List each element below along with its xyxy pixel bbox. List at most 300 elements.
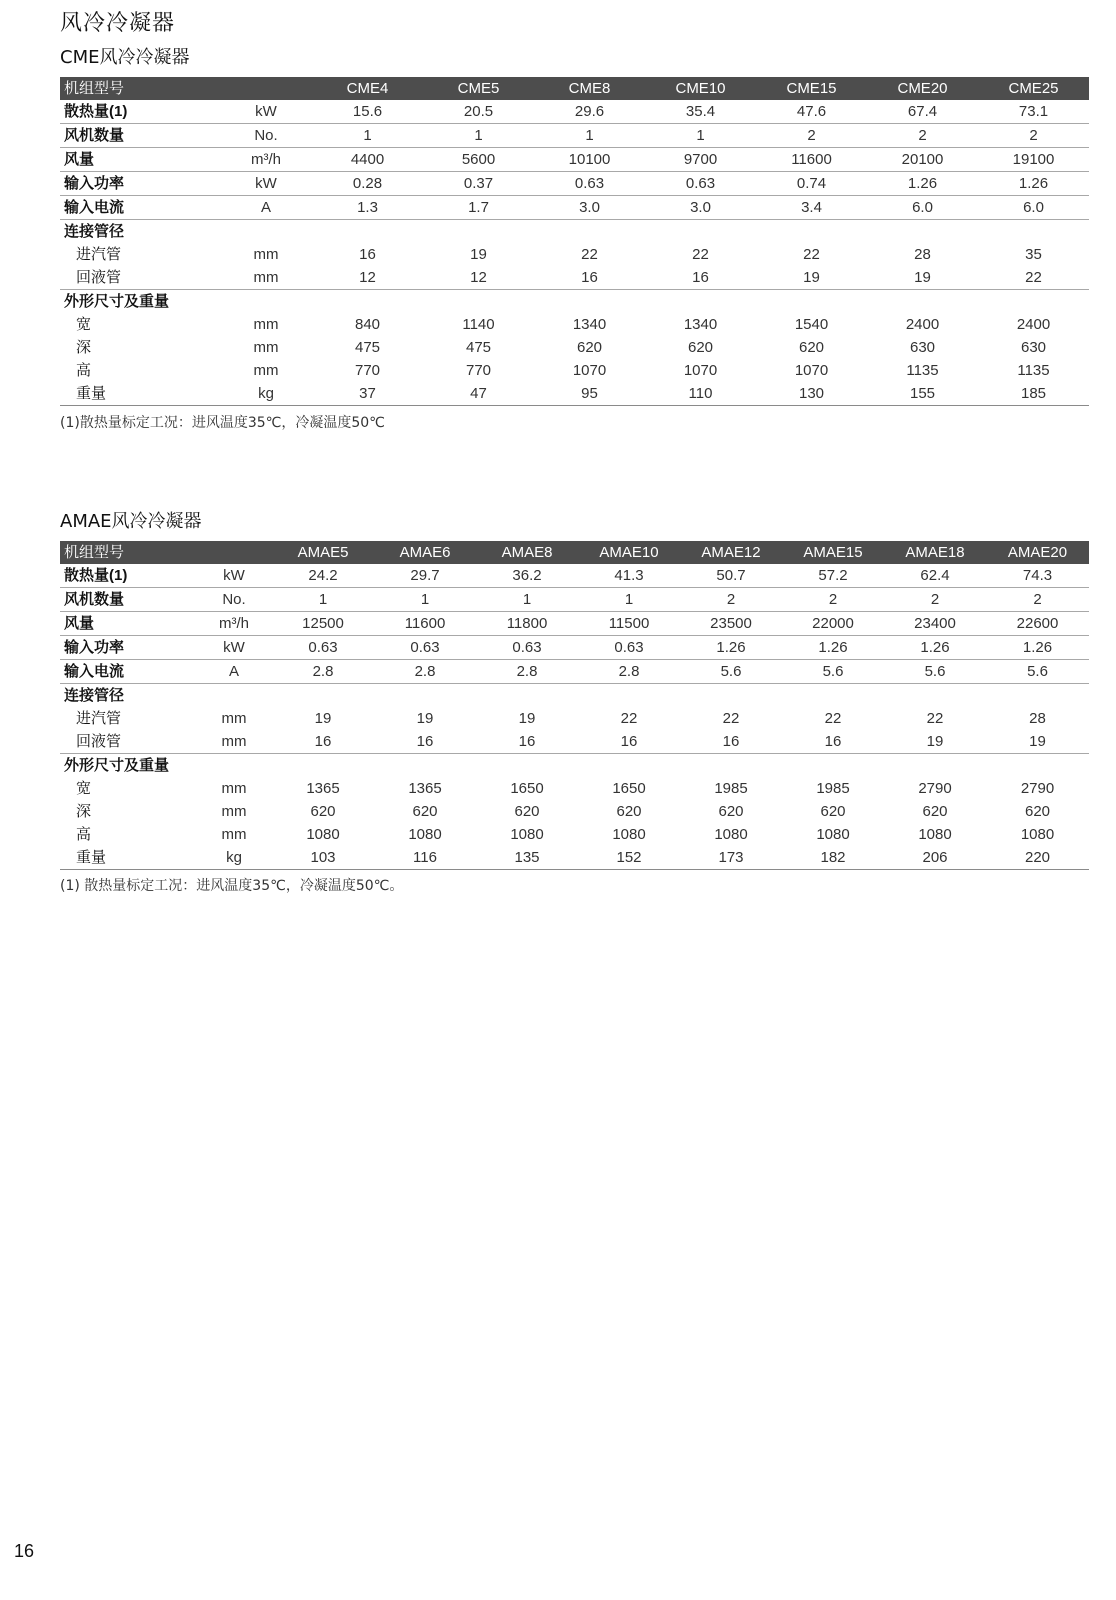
value-cell: 15.6 xyxy=(312,100,423,124)
value-cell: 20.5 xyxy=(423,100,534,124)
amae-footnote: (1) 散热量标定工况：进风温度35℃，冷凝温度50℃。 xyxy=(60,878,404,894)
row-unit-cell: kW xyxy=(220,172,312,196)
value-cell xyxy=(476,754,578,778)
header-label-cell: 机组型号 xyxy=(60,77,220,100)
value-cell xyxy=(578,684,680,708)
value-cell: 1080 xyxy=(306,825,340,843)
value-cell: 0.63 xyxy=(272,636,374,660)
value-cell: 152 xyxy=(578,846,680,870)
row-label-cell: 高 xyxy=(76,361,92,379)
value-cell: 840 xyxy=(354,315,381,333)
amae-table-body xyxy=(60,564,1089,870)
row-label-cell: 重量 xyxy=(60,382,220,406)
value-cell: 1.7 xyxy=(423,196,534,220)
value-cell: 0.63 xyxy=(534,172,645,196)
value-cell: 22000 xyxy=(782,612,884,636)
row-label-cell: 输入电流 xyxy=(60,196,220,220)
model-header-cell: AMAE12 xyxy=(680,541,782,564)
table-row xyxy=(60,336,1089,359)
value-cell: 23400 xyxy=(884,612,986,636)
value-cell xyxy=(374,684,476,708)
value-cell: 4400 xyxy=(312,148,423,172)
value-cell xyxy=(534,290,645,314)
row-unit-cell xyxy=(220,290,312,314)
value-cell: 2400 xyxy=(905,315,940,333)
value-cell xyxy=(272,754,374,778)
value-cell: 22 xyxy=(581,245,598,263)
model-header-cell: AMAE8 xyxy=(476,541,578,564)
value-cell: 16 xyxy=(645,266,756,290)
table-row xyxy=(60,777,1089,800)
value-cell: 19100 xyxy=(978,148,1089,172)
value-cell: 155 xyxy=(867,382,978,406)
value-cell: 475 xyxy=(354,338,381,356)
row-label-cell: 外形尺寸及重量 xyxy=(64,292,170,310)
row-label-cell: 回液管 xyxy=(60,730,196,754)
value-cell: 36.2 xyxy=(476,564,578,588)
table-row xyxy=(60,846,1089,870)
row-unit-cell: No. xyxy=(220,124,312,148)
row-unit-cell: kg xyxy=(220,382,312,406)
value-cell: 16 xyxy=(272,730,374,754)
value-cell: 620 xyxy=(616,802,642,820)
value-cell: 1 xyxy=(534,124,645,148)
value-cell: 1985 xyxy=(714,779,748,797)
table-row xyxy=(60,266,1089,290)
value-cell: 29.6 xyxy=(534,100,645,124)
value-cell xyxy=(782,754,884,778)
value-cell: 16 xyxy=(680,730,782,754)
row-unit-cell: kg xyxy=(196,846,272,870)
value-cell: 2 xyxy=(680,588,782,612)
row-label-cell: 输入功率 xyxy=(60,172,220,196)
value-cell xyxy=(645,290,756,314)
row-label-cell: 连接管径 xyxy=(64,686,125,704)
table-row xyxy=(60,636,1089,660)
value-cell: 1 xyxy=(578,588,680,612)
table-row xyxy=(60,172,1089,196)
model-header-cell: CME10 xyxy=(645,77,756,100)
value-cell: 28 xyxy=(914,245,931,263)
value-cell: 2.8 xyxy=(374,660,476,684)
value-cell: 1080 xyxy=(408,825,442,843)
value-cell: 220 xyxy=(986,846,1089,870)
table-row xyxy=(60,588,1089,612)
table-row xyxy=(60,382,1089,406)
value-cell xyxy=(578,754,680,778)
row-unit-cell: m³/h xyxy=(196,612,272,636)
value-cell: 19 xyxy=(756,266,867,290)
value-cell: 41.3 xyxy=(578,564,680,588)
value-cell: 0.28 xyxy=(312,172,423,196)
value-cell: 16 xyxy=(359,245,376,263)
value-cell: 116 xyxy=(374,846,476,870)
row-unit-cell: mm xyxy=(221,825,247,843)
row-unit-cell: mm xyxy=(221,709,247,727)
value-cell: 1.26 xyxy=(680,636,782,660)
value-cell: 5.6 xyxy=(782,660,884,684)
value-cell: 1 xyxy=(374,588,476,612)
value-cell: 2 xyxy=(782,588,884,612)
value-cell xyxy=(986,684,1089,708)
model-header-cell: AMAE5 xyxy=(272,541,374,564)
value-cell: 1.26 xyxy=(867,172,978,196)
value-cell: 1340 xyxy=(683,315,718,333)
value-cell: 1070 xyxy=(794,361,829,379)
value-cell xyxy=(272,684,374,708)
value-cell: 620 xyxy=(412,802,438,820)
value-cell: 135 xyxy=(476,846,578,870)
row-unit-cell: mm xyxy=(221,802,247,820)
value-cell: 1135 xyxy=(1017,361,1050,379)
value-cell: 12 xyxy=(423,266,534,290)
value-cell: 1080 xyxy=(612,825,646,843)
row-unit-cell: mm xyxy=(196,730,272,754)
value-cell xyxy=(312,220,423,244)
value-cell: 57.2 xyxy=(782,564,884,588)
value-cell: 2 xyxy=(986,588,1089,612)
value-cell: 770 xyxy=(354,361,381,379)
value-cell: 73.1 xyxy=(978,100,1089,124)
value-cell: 1080 xyxy=(510,825,544,843)
page-title: 风冷冷凝器 xyxy=(60,11,176,36)
table-row xyxy=(60,707,1089,730)
value-cell: 1650 xyxy=(510,779,544,797)
model-header-cell: AMAE6 xyxy=(374,541,476,564)
row-unit-cell: mm xyxy=(253,245,279,263)
row-label-cell: 进汽管 xyxy=(76,245,122,263)
value-cell: 28 xyxy=(1029,709,1046,727)
value-cell: 29.7 xyxy=(374,564,476,588)
value-cell: 1070 xyxy=(683,361,718,379)
model-header-cell: AMAE18 xyxy=(884,541,986,564)
value-cell: 62.4 xyxy=(884,564,986,588)
header-label-cell: 机组型号 xyxy=(60,541,196,564)
value-cell: 19 xyxy=(314,709,332,727)
model-header-cell: AMAE15 xyxy=(782,541,884,564)
amae-section-title: AMAE风冷冷凝器 xyxy=(60,511,202,532)
value-cell: 22600 xyxy=(986,612,1089,636)
row-label-cell: 进汽管 xyxy=(76,709,122,727)
table-row xyxy=(60,800,1089,823)
row-label-cell: 风机数量 xyxy=(60,124,220,148)
value-cell: 1365 xyxy=(408,779,442,797)
cme-footnote: (1)散热量标定工况：进风温度35℃，冷凝温度50℃ xyxy=(60,415,385,431)
value-cell: 2.8 xyxy=(272,660,374,684)
row-label-cell: 输入电流 xyxy=(60,660,196,684)
value-cell: 130 xyxy=(756,382,867,406)
value-cell: 11600 xyxy=(374,612,476,636)
cme-table-body xyxy=(60,100,1089,406)
value-cell xyxy=(978,220,1089,244)
value-cell: 2 xyxy=(978,124,1089,148)
value-cell: 1070 xyxy=(572,361,607,379)
value-cell: 173 xyxy=(680,846,782,870)
value-cell: 630 xyxy=(909,338,936,356)
model-header-cell: AMAE10 xyxy=(578,541,680,564)
value-cell: 620 xyxy=(922,802,948,820)
value-cell: 620 xyxy=(718,802,744,820)
value-cell: 19 xyxy=(884,730,986,754)
row-unit-cell: mm xyxy=(253,315,279,333)
value-cell xyxy=(978,290,1089,314)
table-row xyxy=(60,612,1089,636)
value-cell xyxy=(782,684,884,708)
value-cell: 12 xyxy=(312,266,423,290)
value-cell xyxy=(680,684,782,708)
value-cell: 620 xyxy=(576,338,603,356)
value-cell: 19 xyxy=(518,709,536,727)
value-cell: 1080 xyxy=(714,825,748,843)
value-cell: 11800 xyxy=(476,612,578,636)
value-cell: 10100 xyxy=(534,148,645,172)
value-cell: 1.26 xyxy=(884,636,986,660)
value-cell: 1 xyxy=(312,124,423,148)
row-label-cell: 散热量(1) xyxy=(60,564,196,588)
value-cell: 16 xyxy=(476,730,578,754)
value-cell: 1.26 xyxy=(986,636,1089,660)
value-cell: 3.0 xyxy=(534,196,645,220)
value-cell: 19 xyxy=(986,730,1089,754)
value-cell xyxy=(986,754,1089,778)
value-cell: 3.4 xyxy=(756,196,867,220)
header-row xyxy=(60,541,1089,564)
value-cell: 0.63 xyxy=(476,636,578,660)
value-cell: 11500 xyxy=(578,612,680,636)
value-cell: 110 xyxy=(645,382,756,406)
value-cell: 1365 xyxy=(306,779,340,797)
value-cell: 22 xyxy=(692,245,709,263)
table-row xyxy=(60,730,1089,754)
row-label-cell: 连接管径 xyxy=(64,222,125,240)
value-cell: 1080 xyxy=(816,825,850,843)
table-row xyxy=(60,148,1089,172)
value-cell xyxy=(423,290,534,314)
table-row xyxy=(60,684,1089,708)
model-header-cell: CME5 xyxy=(423,77,534,100)
header-unit-cell xyxy=(220,77,312,100)
value-cell xyxy=(884,754,986,778)
page-number: 16 xyxy=(14,1541,35,1561)
header-unit-cell xyxy=(196,541,272,564)
header-row xyxy=(60,77,1089,100)
row-label-cell: 散热量(1) xyxy=(60,100,220,124)
value-cell: 22 xyxy=(824,709,842,727)
row-unit-cell: kW xyxy=(196,636,272,660)
value-cell: 2790 xyxy=(918,779,952,797)
model-header-cell: CME25 xyxy=(978,77,1089,100)
value-cell: 1 xyxy=(645,124,756,148)
value-cell: 47 xyxy=(423,382,534,406)
value-cell: 620 xyxy=(1024,802,1051,820)
model-header-cell: CME4 xyxy=(312,77,423,100)
value-cell xyxy=(867,220,978,244)
value-cell: 1135 xyxy=(906,361,939,379)
model-header-cell: AMAE20 xyxy=(986,541,1089,564)
value-cell: 103 xyxy=(272,846,374,870)
value-cell xyxy=(680,754,782,778)
row-unit-cell: A xyxy=(196,660,272,684)
value-cell: 1 xyxy=(423,124,534,148)
row-unit-cell: kW xyxy=(220,100,312,124)
value-cell: 16 xyxy=(578,730,680,754)
model-header-cell: CME8 xyxy=(534,77,645,100)
table-row xyxy=(60,660,1089,684)
value-cell: 2400 xyxy=(1016,315,1051,333)
row-label-cell: 外形尺寸及重量 xyxy=(64,756,170,774)
value-cell: 3.0 xyxy=(645,196,756,220)
value-cell: 1650 xyxy=(612,779,646,797)
value-cell: 16 xyxy=(374,730,476,754)
value-cell: 6.0 xyxy=(978,196,1089,220)
value-cell: 19 xyxy=(867,266,978,290)
value-cell xyxy=(476,684,578,708)
table-row xyxy=(60,243,1089,266)
value-cell: 9700 xyxy=(645,148,756,172)
table-row xyxy=(60,754,1089,778)
value-cell: 1080 xyxy=(1020,825,1055,843)
value-cell: 24.2 xyxy=(272,564,374,588)
row-label-cell: 重量 xyxy=(60,846,196,870)
table-row xyxy=(60,564,1089,588)
table-row xyxy=(60,196,1089,220)
value-cell: 5.6 xyxy=(884,660,986,684)
row-label-cell: 高 xyxy=(76,825,92,843)
value-cell: 2 xyxy=(756,124,867,148)
value-cell: 1080 xyxy=(918,825,952,843)
table-row xyxy=(60,359,1089,382)
cme-table-header xyxy=(60,77,1089,100)
value-cell: 22 xyxy=(926,709,944,727)
value-cell: 12500 xyxy=(272,612,374,636)
value-cell: 2.8 xyxy=(578,660,680,684)
row-unit-cell: mm xyxy=(220,266,312,290)
table-row xyxy=(60,124,1089,148)
value-cell: 1.26 xyxy=(978,172,1089,196)
value-cell: 1 xyxy=(272,588,374,612)
value-cell: 11600 xyxy=(756,148,867,172)
value-cell: 6.0 xyxy=(867,196,978,220)
value-cell: 16 xyxy=(534,266,645,290)
value-cell: 475 xyxy=(465,338,492,356)
value-cell: 19 xyxy=(416,709,434,727)
row-label-cell: 风量 xyxy=(60,148,220,172)
row-unit-cell: mm xyxy=(221,779,247,797)
value-cell: 2 xyxy=(884,588,986,612)
row-unit-cell: m³/h xyxy=(220,148,312,172)
value-cell: 16 xyxy=(782,730,884,754)
row-unit-cell: A xyxy=(220,196,312,220)
value-cell: 0.74 xyxy=(756,172,867,196)
value-cell: 5.6 xyxy=(986,660,1089,684)
value-cell: 620 xyxy=(514,802,540,820)
value-cell xyxy=(867,290,978,314)
value-cell: 1340 xyxy=(572,315,607,333)
value-cell xyxy=(645,220,756,244)
value-cell: 206 xyxy=(884,846,986,870)
row-unit-cell xyxy=(196,684,272,708)
table-row xyxy=(60,100,1089,124)
amae-spec-table xyxy=(60,541,1089,870)
value-cell: 1540 xyxy=(794,315,829,333)
value-cell xyxy=(884,684,986,708)
value-cell: 1985 xyxy=(816,779,850,797)
table-row xyxy=(60,290,1089,314)
value-cell xyxy=(756,220,867,244)
row-unit-cell: kW xyxy=(196,564,272,588)
value-cell xyxy=(312,290,423,314)
value-cell: 67.4 xyxy=(867,100,978,124)
value-cell: 2.8 xyxy=(476,660,578,684)
value-cell xyxy=(534,220,645,244)
value-cell: 5.6 xyxy=(680,660,782,684)
value-cell: 47.6 xyxy=(756,100,867,124)
value-cell: 0.63 xyxy=(374,636,476,660)
value-cell: 185 xyxy=(978,382,1089,406)
value-cell: 22 xyxy=(620,709,638,727)
row-label-cell: 宽 xyxy=(76,315,92,333)
value-cell: 770 xyxy=(465,361,492,379)
row-label-cell: 宽 xyxy=(76,779,92,797)
amae-table-header xyxy=(60,541,1089,564)
row-unit-cell xyxy=(196,754,272,778)
value-cell: 20100 xyxy=(867,148,978,172)
row-label-cell: 风量 xyxy=(60,612,196,636)
model-header-cell: CME20 xyxy=(867,77,978,100)
value-cell: 630 xyxy=(1020,338,1047,356)
value-cell: 23500 xyxy=(680,612,782,636)
value-cell: 1 xyxy=(476,588,578,612)
row-unit-cell xyxy=(220,220,312,244)
cme-spec-table xyxy=(60,77,1089,406)
table-row xyxy=(60,220,1089,244)
value-cell xyxy=(423,220,534,244)
value-cell: 0.63 xyxy=(578,636,680,660)
value-cell: 22 xyxy=(803,245,820,263)
row-label-cell: 回液管 xyxy=(60,266,220,290)
value-cell: 1.26 xyxy=(782,636,884,660)
value-cell: 1.3 xyxy=(312,196,423,220)
row-label-cell: 深 xyxy=(76,338,92,356)
value-cell: 74.3 xyxy=(986,564,1089,588)
table-row xyxy=(60,823,1089,846)
model-header-cell: CME15 xyxy=(756,77,867,100)
value-cell: 182 xyxy=(782,846,884,870)
table-row xyxy=(60,313,1089,336)
value-cell xyxy=(374,754,476,778)
row-label-cell: 输入功率 xyxy=(60,636,196,660)
value-cell: 0.63 xyxy=(645,172,756,196)
value-cell: 5600 xyxy=(423,148,534,172)
value-cell: 35 xyxy=(1025,245,1042,263)
value-cell: 95 xyxy=(534,382,645,406)
row-label-cell: 风机数量 xyxy=(60,588,196,612)
row-unit-cell: No. xyxy=(196,588,272,612)
value-cell xyxy=(756,290,867,314)
value-cell: 620 xyxy=(310,802,336,820)
value-cell: 22 xyxy=(978,266,1089,290)
row-label-cell: 深 xyxy=(76,802,92,820)
value-cell: 620 xyxy=(798,338,825,356)
value-cell: 620 xyxy=(687,338,714,356)
value-cell: 22 xyxy=(722,709,740,727)
value-cell: 19 xyxy=(470,245,487,263)
row-unit-cell: mm xyxy=(253,338,279,356)
value-cell: 0.37 xyxy=(423,172,534,196)
value-cell: 2790 xyxy=(1020,779,1055,797)
row-unit-cell: mm xyxy=(253,361,279,379)
value-cell: 35.4 xyxy=(645,100,756,124)
